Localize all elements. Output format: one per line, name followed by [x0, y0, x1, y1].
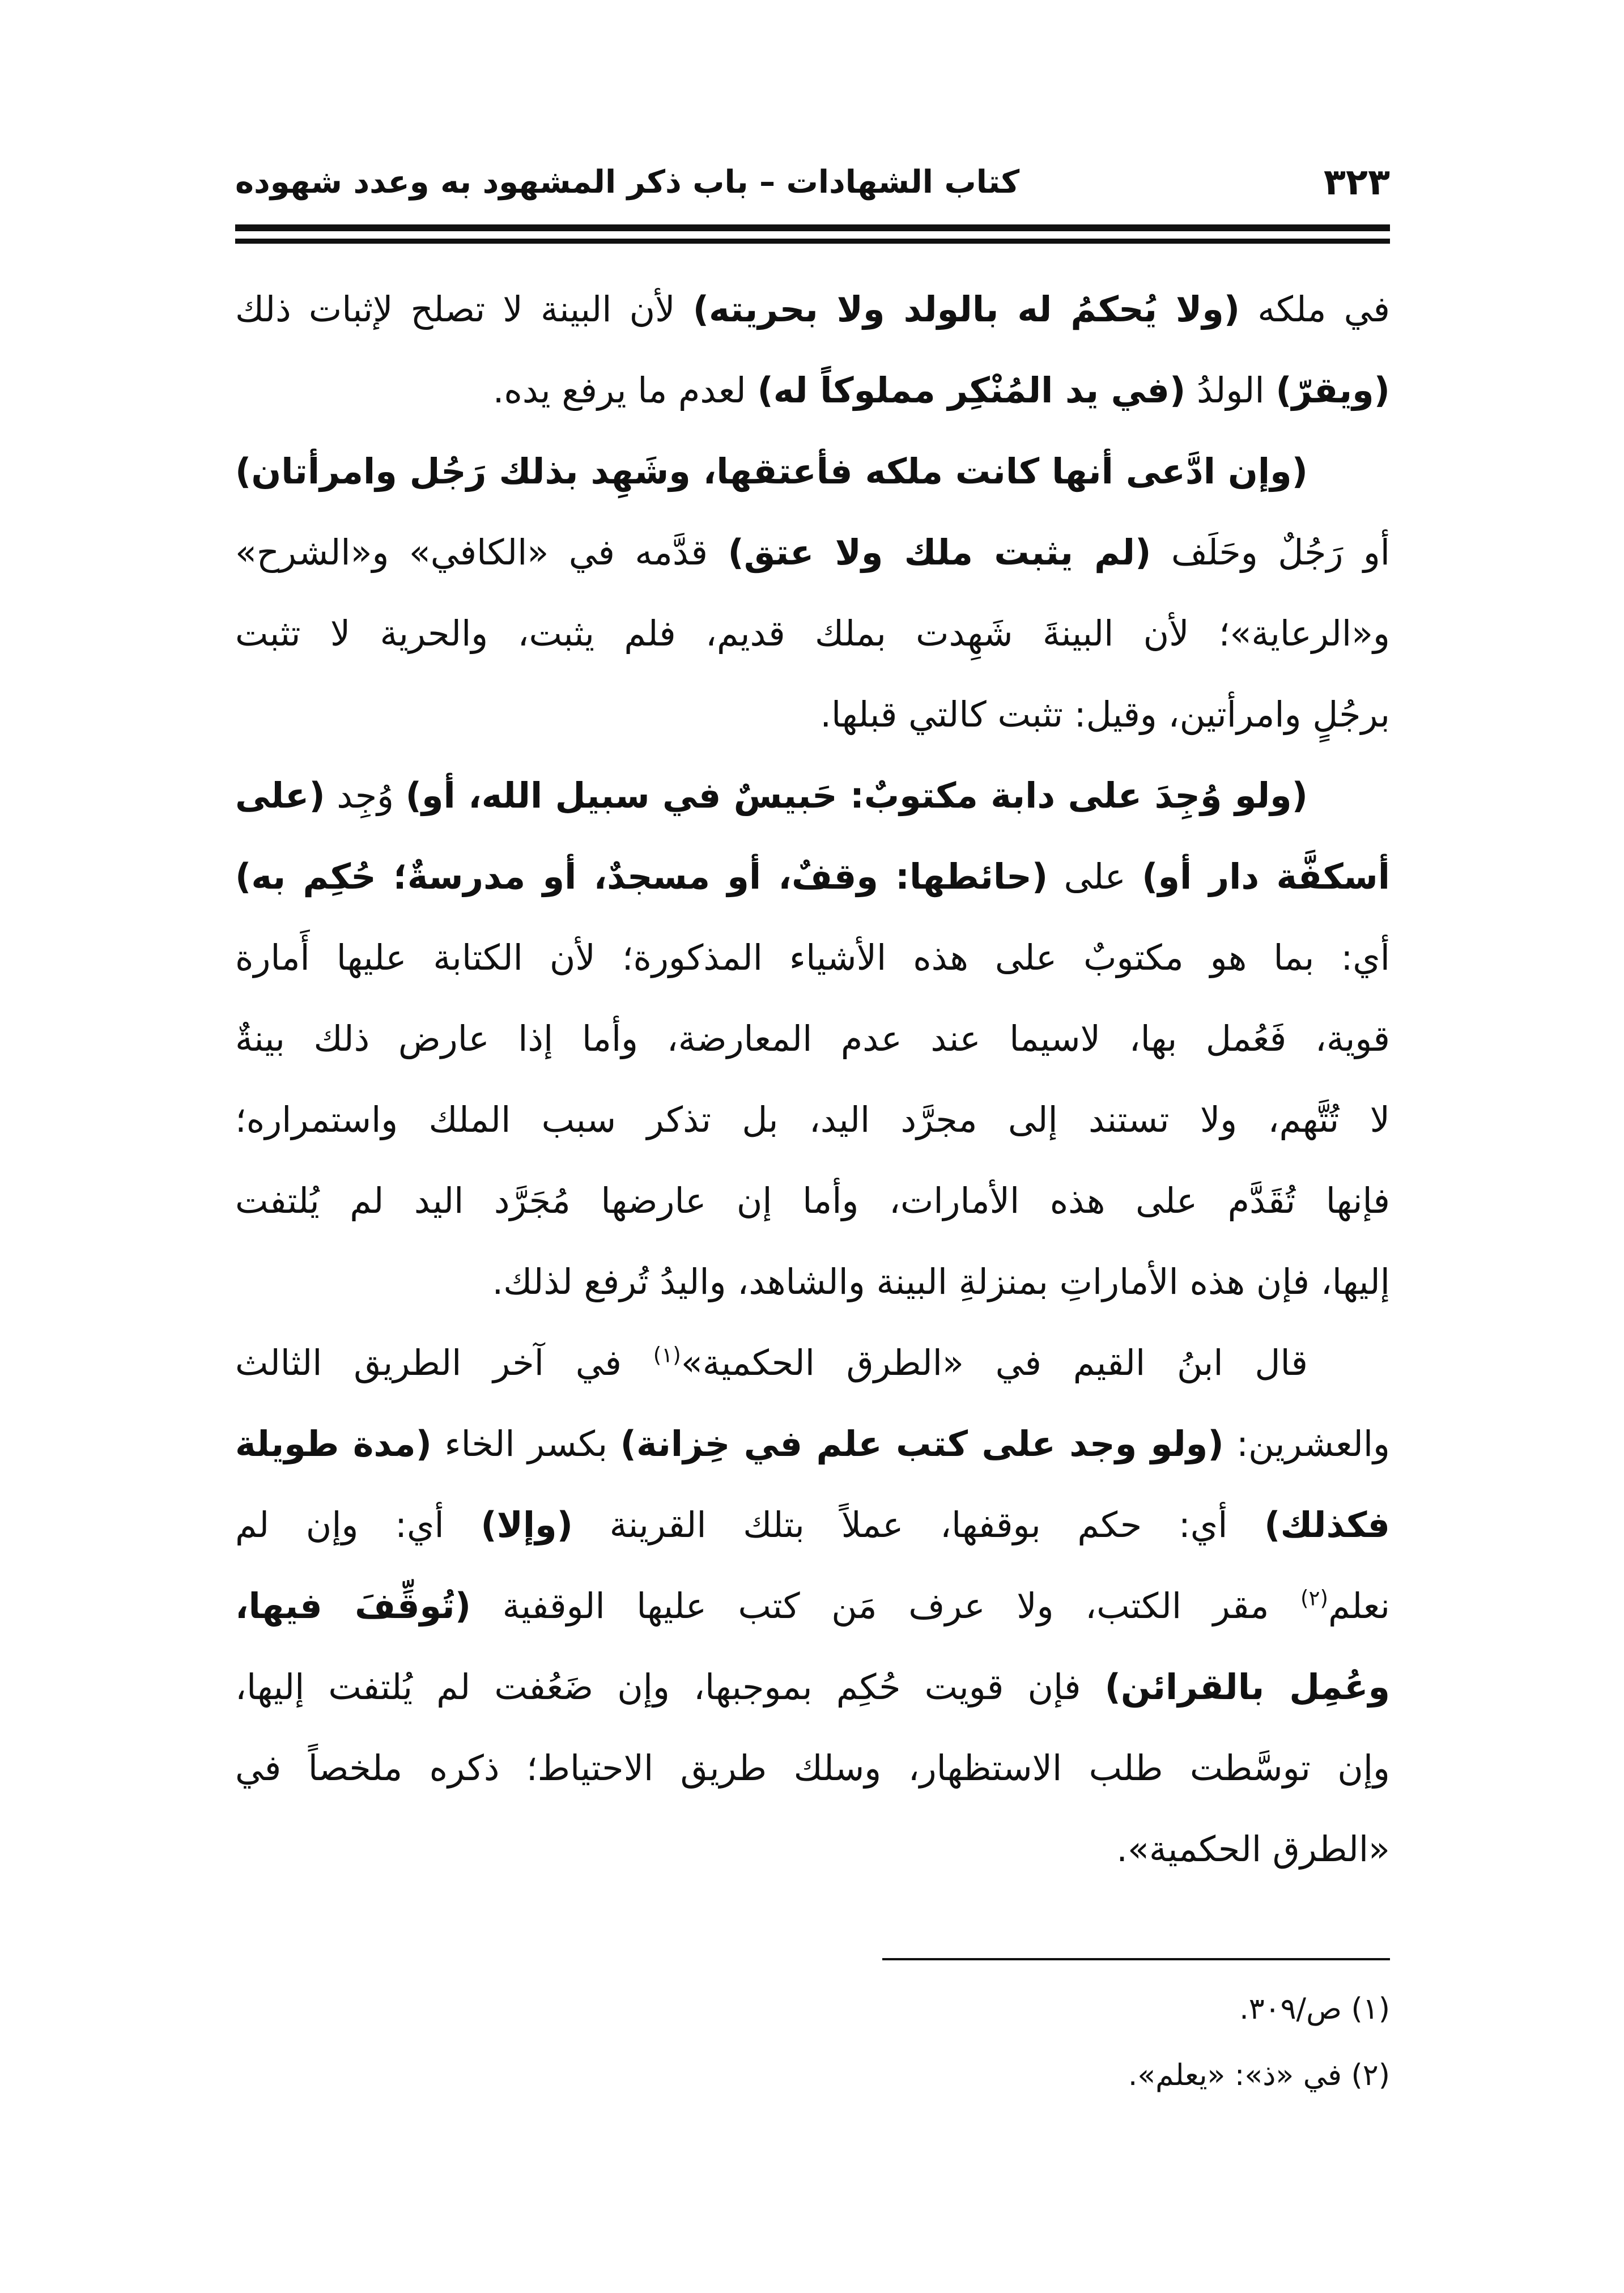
text-line: [235, 512, 1390, 593]
text-line: [235, 1565, 1390, 1646]
text-line: [235, 1079, 1390, 1160]
text-line: [235, 1646, 1390, 1727]
commentary-text: والعشرين:: [1236, 1423, 1390, 1464]
matn-text: (على: [235, 775, 325, 816]
commentary-text: أي: بما هو مكتوبٌ على هذه الأشياء المذكورة؛ لأن الكتابة عليها أَمارة: [235, 937, 1390, 978]
text-line: [235, 674, 1390, 755]
footnote-text: ص/٣٠٩.: [1239, 1992, 1342, 2026]
page-header: [235, 154, 1390, 211]
matn-text: (في يد المُنْكِر مملوكاً له): [757, 370, 1186, 411]
text-line: [235, 998, 1390, 1079]
matn-text: (مدة طويلة: [235, 1423, 432, 1464]
text-line: [235, 1160, 1390, 1241]
matn-text: (وإلا): [481, 1504, 573, 1545]
commentary-text: مقر الكتب، ولا عرف مَن كتب عليها الوقفية: [502, 1585, 1269, 1627]
header-rule-thick: [235, 224, 1390, 231]
footnote: [235, 2043, 1390, 2109]
commentary-text: أي: وإن لم: [235, 1504, 444, 1545]
text-line: [235, 1241, 1390, 1322]
text-line: [235, 1808, 1390, 1889]
page-number: ٣٢٣: [1323, 162, 1390, 203]
commentary-text: قال ابنُ القيم في «الطرق الحكمية»: [681, 1342, 1308, 1383]
footnote-text: في «ذ»: «يعلم».: [1128, 2058, 1342, 2092]
text-line: [235, 1403, 1390, 1484]
commentary-text: أي: حكم بوقفها، عملاً بتلك القرينة: [609, 1504, 1228, 1545]
text-line: [235, 350, 1390, 431]
header-rule-thin: [235, 239, 1390, 244]
commentary-text: في آخر الطريق الثالث: [235, 1342, 622, 1383]
commentary-text: فإن قويت حُكِم بموجبها، وإن ضَعُفت لم يُلتفت إليها،: [235, 1666, 1081, 1708]
text-line: [235, 755, 1390, 836]
footnotes: [235, 1976, 1390, 2109]
footnote: [235, 1976, 1390, 2043]
text-line: [235, 1727, 1390, 1808]
matn-text: أسكفَّة دار أو): [1142, 856, 1390, 897]
commentary-text: وُجِد: [337, 775, 394, 816]
text-line: [235, 836, 1390, 917]
commentary-text: فإنها تُقَدَّم على هذه الأمارات، وأما إن عارضها مُجَرَّد اليد لم يُلتفت: [235, 1180, 1390, 1221]
footnote-ref: (١): [653, 1342, 681, 1368]
matn-text: (لم يثبت ملك ولا عتق): [728, 532, 1151, 573]
text-line: [235, 269, 1390, 350]
matn-text: فكذلك): [1264, 1504, 1390, 1545]
commentary-text: إليها، فإن هذه الأماراتِ بمنزلةِ البينة والشاهد، واليدُ تُرفع لذلك.: [492, 1261, 1390, 1302]
commentary-text: الولدُ: [1197, 370, 1265, 411]
matn-text: (ولو وُجِدَ على دابة مكتوبٌ: حَبيسٌ في سبيل الله، أو): [405, 775, 1308, 816]
commentary-text: وإن توسَّطت طلب الاستظهار، وسلك طريق الاحتياط؛ ذكره ملخصاً في: [235, 1747, 1390, 1789]
commentary-text: برجُلٍ وامرأتين، وقيل: تثبت كالتي قبلها.: [820, 694, 1390, 735]
commentary-text: بكسر الخاء: [444, 1423, 608, 1464]
footnote-separator: [882, 1958, 1390, 1960]
matn-text: (ولا يُحكمُ له بالولد ولا بحريته): [692, 288, 1240, 330]
running-title: كتاب الشهادات – باب ذكر المشهود به وعدد شهوده: [235, 164, 1020, 201]
commentary-text: نعلم: [1328, 1585, 1390, 1627]
text-line: [235, 1322, 1390, 1403]
matn-text: (ويقرّ): [1276, 370, 1390, 411]
matn-text: وعُمِل بالقرائن): [1104, 1666, 1390, 1708]
commentary-text: «الطرق الحكمية».: [1116, 1828, 1390, 1870]
matn-text: (حائطها: وقفٌ، أو مسجدٌ، أو مدرسةٌ؛ حُكِم به): [235, 856, 1048, 897]
text-line: [235, 917, 1390, 998]
commentary-text: قدَّمه في «الكافي» و«الشرح»: [235, 532, 708, 573]
text-line: [235, 431, 1390, 512]
commentary-text: أو رَجُلٌ وحَلَف: [1171, 532, 1391, 573]
matn-text: (تُوقِّفَ فيها،: [235, 1585, 471, 1627]
commentary-text: على: [1064, 856, 1126, 897]
commentary-text: لأن البينة لا تصلح لإثبات ذلك: [235, 288, 675, 330]
commentary-text: في ملكه: [1257, 288, 1390, 330]
text-line: [235, 593, 1390, 674]
matn-text: (وإن ادَّعى أنها كانت ملكه فأعتقها، وشَهِد بذلك رَجُل وامرأتان): [235, 451, 1308, 492]
footnote-marker: (١): [1351, 1992, 1390, 2026]
matn-text: (ولو وجد على كتب علم في خِزانة): [620, 1423, 1224, 1464]
commentary-text: لا تُتَّهم، ولا تستند إلى مجرَّد اليد، بل تذكر سبب الملك واستمراره؛: [235, 1099, 1390, 1140]
text-line: [235, 1484, 1390, 1565]
commentary-text: قوية، فَعُمل بها، لاسيما عند عدم المعارضة، وأما إذا عارض ذلك بينةٌ: [235, 1018, 1390, 1059]
body-text: [235, 269, 1390, 1889]
footnote-marker: (٢): [1351, 2058, 1390, 2092]
commentary-text: و«الرعاية»؛ لأن البينةَ شَهِدت بملك قديم، فلم يثبت، والحرية لا تثبت: [235, 613, 1390, 654]
footnote-ref: (٢): [1300, 1585, 1329, 1611]
commentary-text: لعدم ما يرفع يده.: [492, 370, 746, 411]
